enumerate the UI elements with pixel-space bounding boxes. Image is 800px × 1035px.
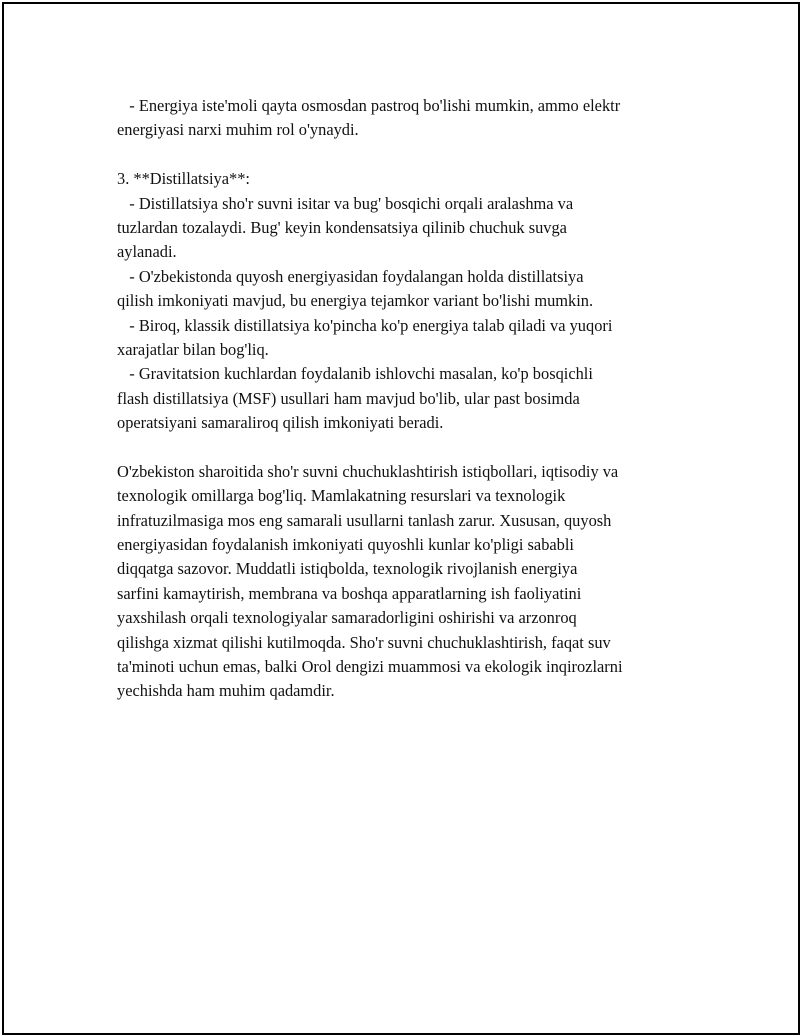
text-line: ta'minoti uchun emas, balki Orol dengizi muammosi va ekologik inqirozlarni xyxy=(117,656,623,676)
paragraph-gap xyxy=(117,435,697,459)
text-line: operatsiyani samaraliroq qilish imkoniyati beradi. xyxy=(117,413,444,433)
document-body xyxy=(117,94,697,704)
section-heading: 3. **Distillatsiya**: xyxy=(117,169,250,189)
conclusion-paragraph xyxy=(117,460,697,704)
text-line: O'zbekiston sharoitida sho'r suvni chuchuklashtirish istiqbollari, iqtisodiy va xyxy=(117,461,619,481)
text-line: infratuzilmasiga mos eng samarali usullarni tanlash zarur. Xususan, quyosh xyxy=(117,510,612,530)
text-line: - O'zbekistonda quyosh energiyasidan foydalangan holda distillatsiya xyxy=(117,266,584,286)
text-line: - Energiya iste'moli qayta osmosdan pastroq bo'lishi mumkin, ammo elektr xyxy=(117,96,621,115)
text-line: tuzlardan tozalaydi. Bug' keyin kondensatsiya qilinib chuchuk suvga xyxy=(117,217,567,237)
text-line: xarajatlar bilan bog'liq. xyxy=(117,339,269,359)
text-line: texnologik omillarga bog'liq. Mamlakatning resurslari va texnologik xyxy=(117,486,566,506)
text-line: - Distillatsiya sho'r suvni isitar va bug' bosqichi orqali aralashma va xyxy=(117,193,574,213)
paragraph-gap xyxy=(117,143,697,167)
text-line: qilishga xizmat qilishi kutilmoqda. Sho'r suvni chuchuklashtirish, faqat suv xyxy=(117,632,611,652)
text-line: - Gravitatsion kuchlardan foydalanib ishlovchi masalan, ko'p bosqichli xyxy=(117,364,593,384)
text-line: sarfini kamaytirish, membrana va boshqa apparatlarning ish faoliyatini xyxy=(117,583,582,603)
text-line: aylanadi. xyxy=(117,242,177,262)
text-line: diqqatga sazovor. Muddatli istiqbolda, texnologik rivojlanish energiya xyxy=(117,559,578,579)
section-distillatsiya xyxy=(117,167,697,435)
text-line: - Biroq, klassik distillatsiya ko'pincha ko'p energiya talab qiladi va yuqori xyxy=(117,315,613,335)
text-line: energiyasi narxi muhim rol o'ynaydi. xyxy=(117,120,359,140)
intro-paragraph xyxy=(117,94,697,143)
text-line: yechishda ham muhim qadamdir. xyxy=(117,681,335,701)
text-line: flash distillatsiya (MSF) usullari ham mavjud bo'lib, ular past bosimda xyxy=(117,388,580,408)
text-line: energiyasidan foydalanish imkoniyati quyoshli kunlar ko'pligi sababli xyxy=(117,535,574,555)
text-line: qilish imkoniyati mavjud, bu energiya tejamkor variant bo'lishi mumkin. xyxy=(117,291,594,311)
text-line: yaxshilash orqali texnologiyalar samaradorligini oshirishi va arzonroq xyxy=(117,608,577,628)
